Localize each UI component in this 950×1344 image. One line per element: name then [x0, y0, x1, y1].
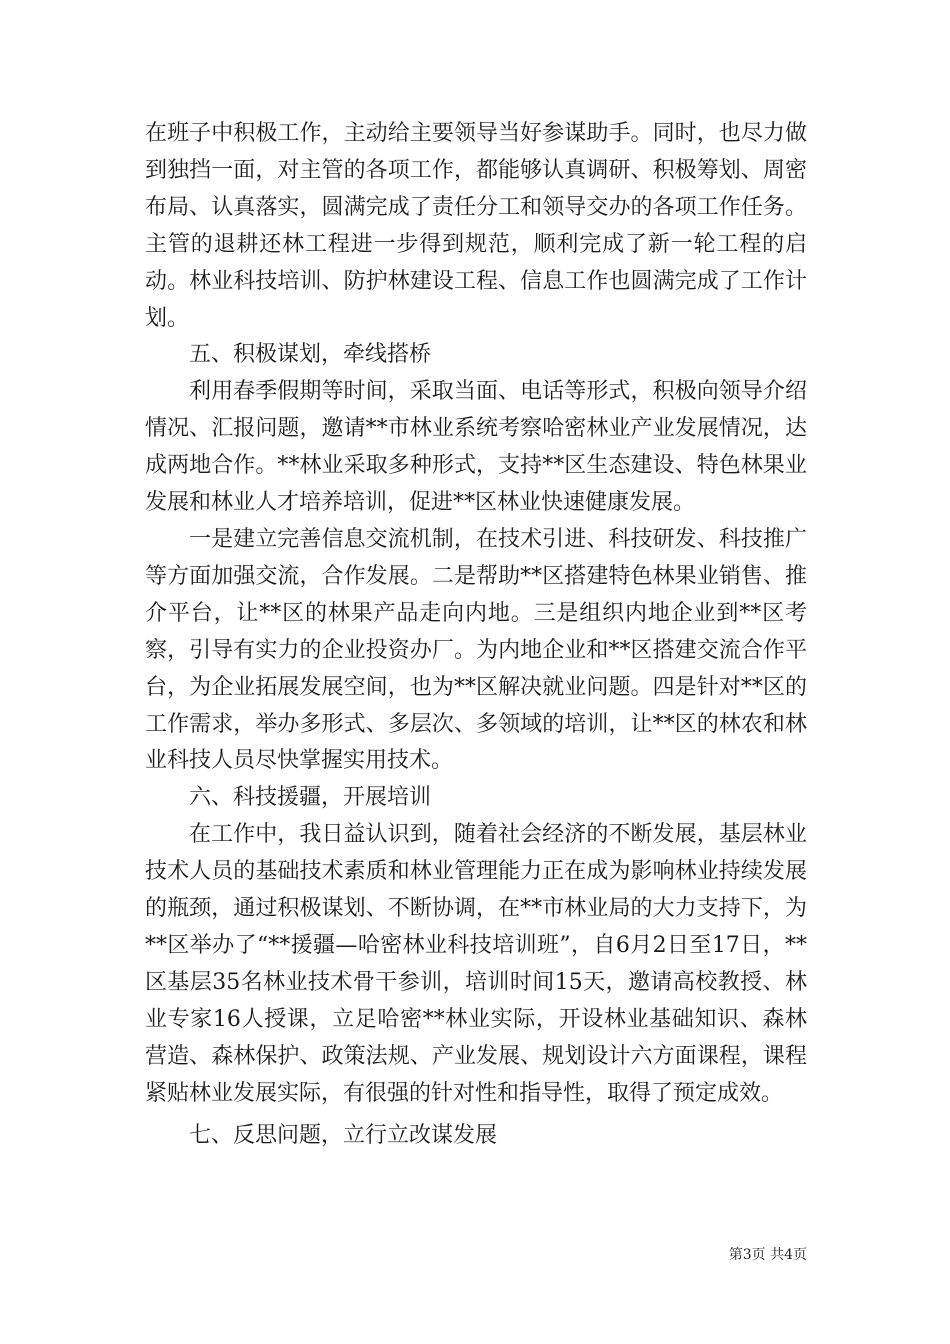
paragraph: 一是建立完善信息交流机制，在技术引进、科技研发、科技推广等方面加强交流，合作发展。二是帮助**区搭建特色林果业销售、推介平台，让**区的林果产品走向内地。三是组织内地企业到**区考察，引导有实力的企业投资办厂。为内地企业和**区搭建交流合作平台，为企业拓展发展空间，也为**区解决就业问题。四是针对**区的工作需求，举办多形式、多层次、多领域的培训，让**区的林农和林业科技人员尽快掌握实用技术。	[145, 526, 807, 774]
paragraph: 在工作中，我日益认识到，随着社会经济的不断发展，基层林业技术人员的基础技术素质和林业管理能力正在成为影响林业持续发展的瓶颈，通过积极谋划、不断协调，在**市林业局的大力支持下，为**区举办了“**援疆—哈密林业科技培训班”，自6月2日至17日，**区基层35名林业技术骨干参训，培训时间15天，邀请高校教授、林业专家16人授课，立足哈密**林业实际，开设林业基础知识、森林营造、森林保护、政策法规、产业发展、规划设计六方面课程，课程紧贴林业发展实际，有很强的针对性和指导性，取得了预定成效。	[145, 822, 807, 1106]
paragraph: 利用春季假期等时间，采取当面、电话等形式，积极向领导介绍情况、汇报问题，邀请**市林业系统考察哈密林业产业发展情况，达成两地合作。**林业采取多种形式，支持**区生态建设、特色林果业发展和林业人才培养培训，促进**区林业快速健康发展。	[145, 379, 807, 516]
section-heading-7: 七、反思问题，立行立改谋发展	[189, 1123, 498, 1149]
document-body	[145, 116, 807, 1155]
page-number-footer: 第3页 共4页	[728, 1247, 807, 1263]
paragraph-continued: 在班子中积极工作，主动给主要领导当好参谋助手。同时，也尽力做到独挡一面，对主管的各项工作，都能够认真调研、积极筹划、周密布局、认真落实，圆满完成了责任分工和领导交办的各项工作任务。主管的退耕还林工程进一步得到规范，顺利完成了新一轮工程的启动。林业科技培训、防护林建设工程、信息工作也圆满完成了工作计划。	[145, 121, 807, 331]
section-heading-6: 六、科技援疆，开展培训	[189, 785, 432, 811]
section-heading-5: 五、积极谋划，牵线搭桥	[189, 342, 432, 368]
